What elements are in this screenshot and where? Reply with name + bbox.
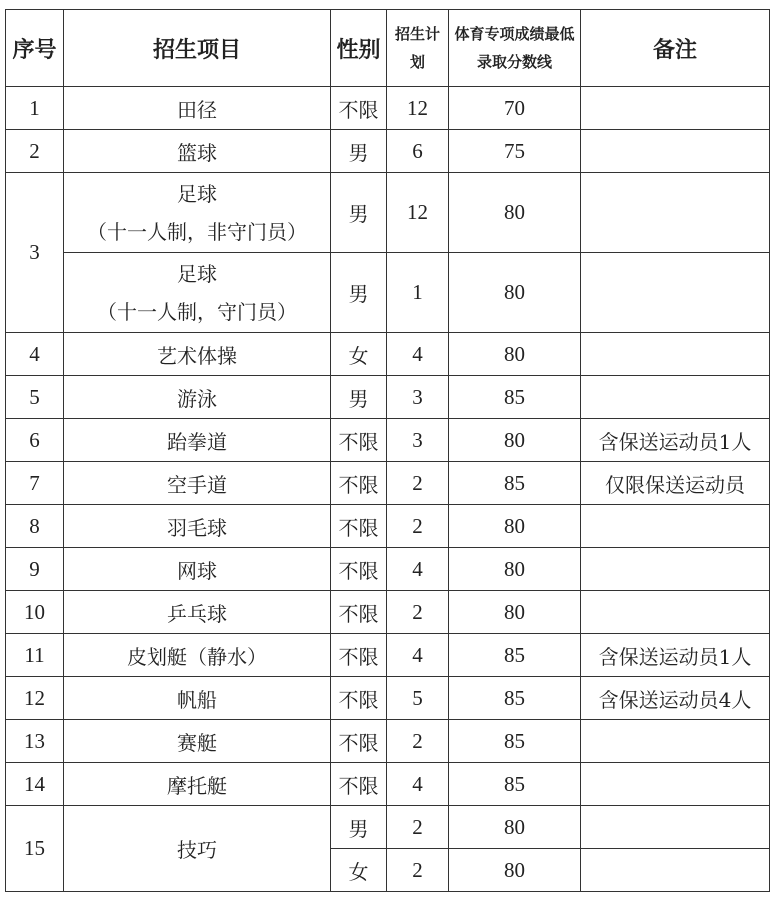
header-row (6, 10, 770, 87)
cell-note: 含保送运动员1人 (581, 419, 770, 462)
cell-note (581, 505, 770, 548)
cell-score: 80 (449, 505, 581, 548)
cell-item: 乒乓球 (64, 591, 331, 634)
admissions-table (5, 9, 770, 892)
cell-item (64, 173, 331, 253)
cell-seq: 13 (6, 720, 64, 763)
table-row (6, 253, 770, 333)
cell-item: 田径 (64, 87, 331, 130)
cell-plan: 12 (387, 87, 449, 130)
cell-score: 80 (449, 806, 581, 849)
cell-gender: 男 (331, 376, 387, 419)
cell-gender: 不限 (331, 548, 387, 591)
cell-item: 网球 (64, 548, 331, 591)
cell-score: 70 (449, 87, 581, 130)
header-gender: 性别 (331, 10, 387, 87)
cell-gender: 女 (331, 849, 387, 892)
cell-score: 85 (449, 720, 581, 763)
table-row (6, 462, 770, 505)
cell-seq: 3 (6, 173, 64, 333)
cell-seq: 6 (6, 419, 64, 462)
cell-score: 85 (449, 677, 581, 720)
cell-seq: 1 (6, 87, 64, 130)
header-seq: 序号 (6, 10, 64, 87)
cell-item: 帆船 (64, 677, 331, 720)
cell-plan: 6 (387, 130, 449, 173)
cell-plan: 2 (387, 505, 449, 548)
cell-score: 85 (449, 376, 581, 419)
cell-score: 80 (449, 849, 581, 892)
cell-gender: 不限 (331, 634, 387, 677)
header-min-score: 体育专项成绩最低录取分数线 (449, 10, 581, 87)
cell-gender: 男 (331, 806, 387, 849)
cell-note: 含保送运动员4人 (581, 677, 770, 720)
table-row (6, 763, 770, 806)
cell-item: 艺术体操 (64, 333, 331, 376)
table-row (6, 130, 770, 173)
cell-gender: 不限 (331, 505, 387, 548)
table-row (6, 591, 770, 634)
cell-plan: 3 (387, 376, 449, 419)
cell-plan: 4 (387, 763, 449, 806)
cell-note (581, 849, 770, 892)
cell-seq: 5 (6, 376, 64, 419)
cell-note (581, 376, 770, 419)
cell-score: 85 (449, 462, 581, 505)
cell-score: 80 (449, 333, 581, 376)
cell-plan: 1 (387, 253, 449, 333)
table-row (6, 505, 770, 548)
table-row (6, 173, 770, 253)
cell-score: 85 (449, 763, 581, 806)
item-line-1: 足球 (177, 261, 217, 286)
header-item: 招生项目 (64, 10, 331, 87)
header-note: 备注 (581, 10, 770, 87)
cell-seq: 2 (6, 130, 64, 173)
cell-gender: 女 (331, 333, 387, 376)
cell-gender: 不限 (331, 87, 387, 130)
cell-note (581, 87, 770, 130)
cell-seq: 8 (6, 505, 64, 548)
cell-plan: 4 (387, 548, 449, 591)
cell-score: 85 (449, 634, 581, 677)
item-line-2: （十一人制，守门员） (97, 299, 297, 324)
cell-note (581, 720, 770, 763)
cell-plan: 3 (387, 419, 449, 462)
cell-seq: 12 (6, 677, 64, 720)
cell-item: 摩托艇 (64, 763, 331, 806)
cell-gender: 男 (331, 173, 387, 253)
cell-seq: 4 (6, 333, 64, 376)
item-line-2: （十一人制，非守门员） (87, 219, 307, 244)
cell-seq: 10 (6, 591, 64, 634)
cell-plan: 4 (387, 333, 449, 376)
cell-gender: 男 (331, 130, 387, 173)
cell-score: 80 (449, 173, 581, 253)
cell-gender: 不限 (331, 720, 387, 763)
cell-item: 空手道 (64, 462, 331, 505)
cell-note (581, 591, 770, 634)
header-plan: 招生计划 (387, 10, 449, 87)
cell-score: 80 (449, 548, 581, 591)
cell-note (581, 548, 770, 591)
cell-plan: 2 (387, 591, 449, 634)
cell-gender: 不限 (331, 462, 387, 505)
cell-item: 赛艇 (64, 720, 331, 763)
table-row (6, 720, 770, 763)
cell-note (581, 130, 770, 173)
cell-plan: 2 (387, 462, 449, 505)
cell-gender: 不限 (331, 419, 387, 462)
cell-item: 篮球 (64, 130, 331, 173)
cell-plan: 5 (387, 677, 449, 720)
table-row (6, 634, 770, 677)
cell-gender: 不限 (331, 763, 387, 806)
cell-plan: 2 (387, 849, 449, 892)
cell-seq: 11 (6, 634, 64, 677)
item-line-1: 足球 (177, 181, 217, 206)
cell-item: 技巧 (64, 806, 331, 892)
cell-plan: 2 (387, 806, 449, 849)
cell-note: 含保送运动员1人 (581, 634, 770, 677)
cell-plan: 2 (387, 720, 449, 763)
cell-gender: 不限 (331, 677, 387, 720)
table-row (6, 806, 770, 849)
table-row (6, 548, 770, 591)
cell-note (581, 763, 770, 806)
cell-score: 80 (449, 419, 581, 462)
table-row (6, 333, 770, 376)
table-row (6, 677, 770, 720)
cell-note: 仅限保送运动员 (581, 462, 770, 505)
cell-note (581, 253, 770, 333)
cell-item: 跆拳道 (64, 419, 331, 462)
cell-note (581, 806, 770, 849)
cell-plan: 12 (387, 173, 449, 253)
cell-gender: 男 (331, 253, 387, 333)
cell-score: 80 (449, 591, 581, 634)
cell-seq: 9 (6, 548, 64, 591)
cell-score: 80 (449, 253, 581, 333)
cell-seq: 7 (6, 462, 64, 505)
cell-plan: 4 (387, 634, 449, 677)
cell-note (581, 333, 770, 376)
table-row (6, 419, 770, 462)
cell-gender: 不限 (331, 591, 387, 634)
cell-item: 游泳 (64, 376, 331, 419)
cell-item: 皮划艇（静水） (64, 634, 331, 677)
cell-note (581, 173, 770, 253)
table-row (6, 376, 770, 419)
table-row (6, 87, 770, 130)
cell-item: 羽毛球 (64, 505, 331, 548)
cell-seq: 14 (6, 763, 64, 806)
cell-item (64, 253, 331, 333)
cell-score: 75 (449, 130, 581, 173)
cell-seq: 15 (6, 806, 64, 892)
